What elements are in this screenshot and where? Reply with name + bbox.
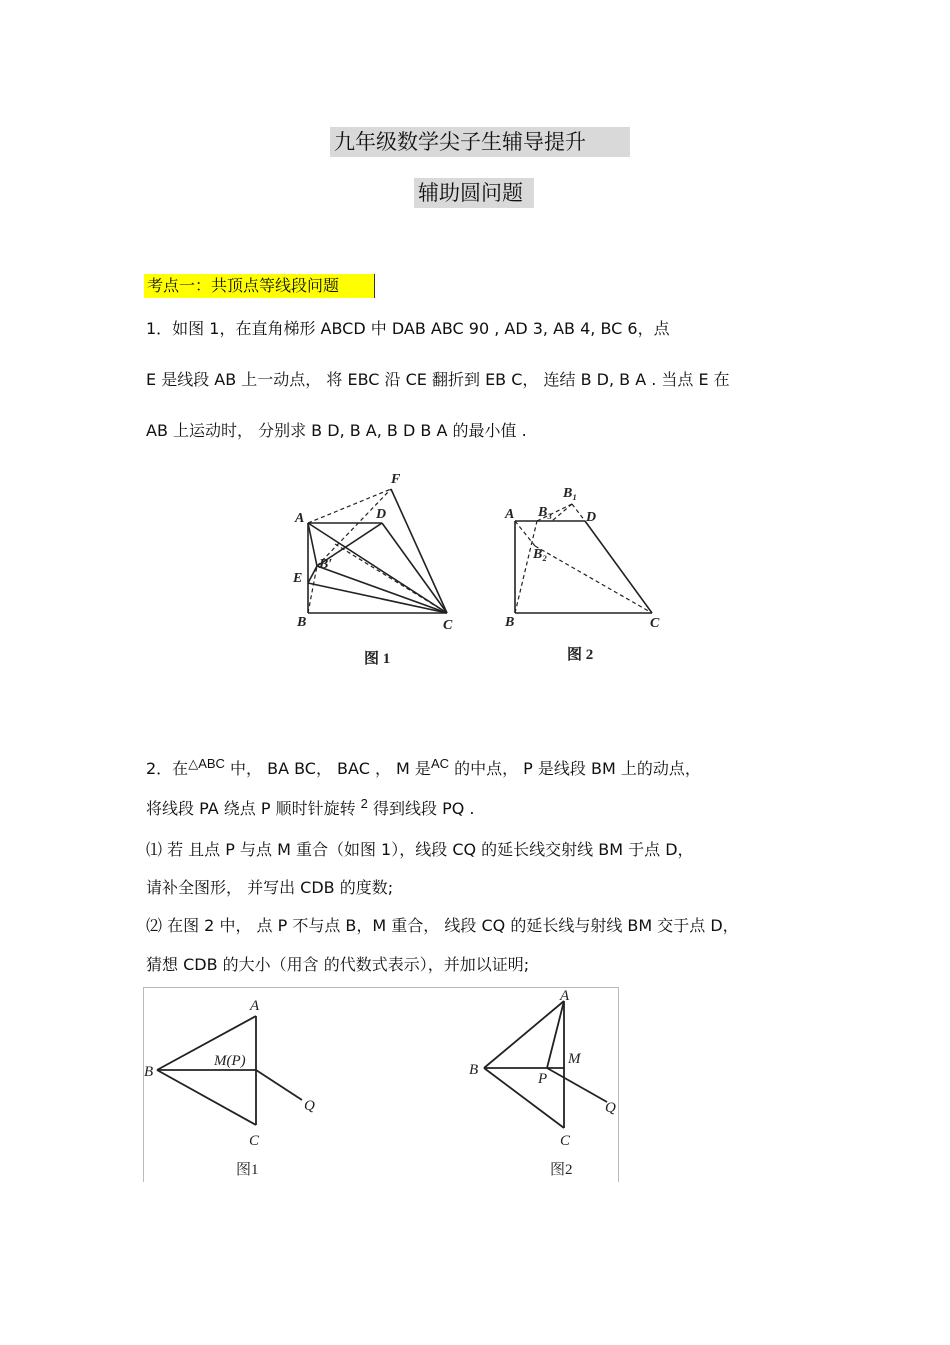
- problem2-line3: ⑴ 若 且点 P 与点 M 重合（如图 1），线段 CQ 的延长线交射线 BM 于点 D，: [146, 840, 694, 859]
- fig2-label-B1: B₁: [563, 486, 578, 501]
- p2-fig2-label-A: A: [560, 988, 570, 1004]
- fig2-label-B: B: [505, 615, 515, 630]
- segment-ac: AC: [430, 756, 449, 771]
- problem2-line1: [146, 757, 701, 783]
- fig2-label-A: A: [505, 507, 515, 522]
- p2-fig1-label-C: C: [249, 1133, 260, 1149]
- problem1-line2: E 是线段 AB 上一动点， 将 EBC 沿 CE 翻折到 EB C， 连结 B D, B A . 当点 E 在: [146, 370, 730, 389]
- problem2-line2: [146, 797, 474, 822]
- problem2-intro: 2．在: [146, 759, 189, 778]
- p2-fig1-label-MP: M(P): [214, 1053, 246, 1069]
- problem2-line4: 请补全图形， 并写出 CDB 的度数;: [146, 878, 394, 897]
- problem2-rotation-result: 得到线段 PQ .: [367, 799, 475, 818]
- triangle-name: ABC: [198, 756, 225, 771]
- rotation-factor: 2: [360, 796, 368, 811]
- fig1-label-C: C: [443, 618, 453, 633]
- p2-fig1-label-A: A: [250, 998, 260, 1014]
- problem2-figure: [143, 987, 619, 1182]
- fig1-label-Bprime: B′: [319, 557, 333, 572]
- problem1-line3: AB 上运动时， 分别求 B D, B A, B D B A 的最小值 .: [146, 421, 527, 440]
- p2-fig2-caption: 图2: [550, 1162, 573, 1178]
- problem2-rotation-text: 将线段 PA 绕点 P 顺时针旋转: [146, 799, 361, 818]
- fig2-label-B2: B₂: [533, 547, 548, 562]
- p2-fig1-label-Q: Q: [304, 1098, 315, 1114]
- fig2-label-C: C: [650, 616, 660, 631]
- fig1-label-F: F: [391, 472, 401, 487]
- problem1-line1: 1．如图 1，在直角梯形 ABCD 中 DAB ABC 90 , AD 3, AB 4, BC 6，点: [146, 319, 670, 338]
- fig1-label-A: A: [295, 511, 305, 526]
- fig2-caption: 图 2: [567, 647, 594, 663]
- page-subtitle: 辅助圆问题: [414, 178, 534, 208]
- page-title: 九年级数学尖子生辅导提升: [330, 127, 630, 157]
- triangle-symbol: △: [188, 757, 199, 772]
- problem2-line6: 猜想 CDB 的大小（用含 的代数式表示），并加以证明;: [146, 955, 530, 974]
- fig1-label-E: E: [293, 571, 303, 586]
- p2-fig2-label-M: M: [568, 1051, 581, 1067]
- p2-fig2-label-Q: Q: [605, 1100, 616, 1116]
- section-label: 考点一：共顶点等线段问题: [144, 274, 375, 298]
- p2-fig1-label-B: B: [144, 1064, 154, 1080]
- fig2-label-B3: B₃: [538, 505, 553, 520]
- problem2-moving-point: 的中点， P 是线段 BM 上的动点，: [449, 759, 701, 778]
- p2-fig2-label-P: P: [538, 1071, 548, 1087]
- fig2-label-D: D: [586, 510, 597, 525]
- fig1-label-D: D: [376, 507, 387, 522]
- problem1-figure-svg: [275, 466, 671, 666]
- fig1-label-B: B: [297, 615, 307, 630]
- problem2-condition: 中， BA BC， BAC ， M 是: [224, 759, 431, 778]
- problem1-figure: [275, 466, 671, 666]
- problem2-line5: ⑵ 在图 2 中， 点 P 不与点 B，M 重合， 线段 CQ 的延长线与射线 BM 交于点 D，: [146, 916, 739, 935]
- problem2-figure-svg: [144, 988, 618, 1182]
- p2-fig2-label-B: B: [469, 1062, 479, 1078]
- fig1-caption: 图 1: [364, 651, 391, 666]
- p2-fig2-label-C: C: [560, 1133, 571, 1149]
- p2-fig1-caption: 图1: [236, 1162, 259, 1178]
